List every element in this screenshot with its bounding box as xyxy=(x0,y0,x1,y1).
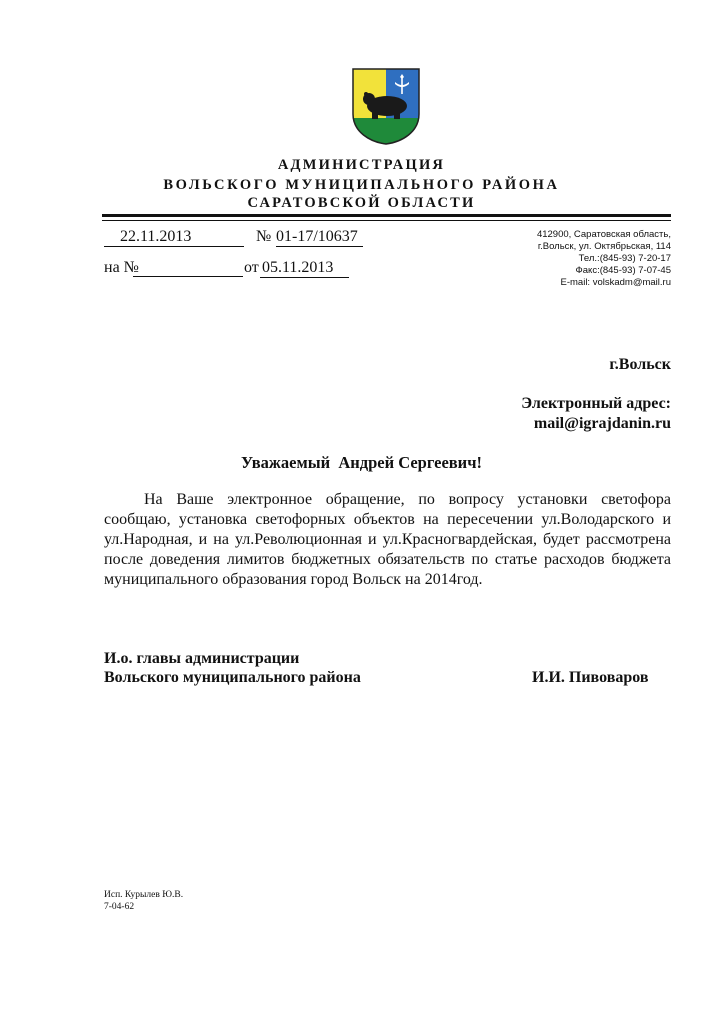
executor-name: Исп. Курылев Ю.В. xyxy=(104,890,184,900)
header-rule-thick xyxy=(102,214,671,217)
recipient-email-label: Электронный адрес: xyxy=(521,395,671,412)
contact-block xyxy=(451,229,671,288)
reference-number-label: на № xyxy=(104,259,139,276)
header-rule-thin xyxy=(102,220,671,221)
recipient-city: г.Вольск xyxy=(609,356,671,373)
signatory-name: И.И. Пивоваров xyxy=(532,669,649,686)
signatory-title-line1: И.о. главы администрации xyxy=(104,650,300,667)
org-title-line2: ВОЛЬСКОГО МУНИЦИПАЛЬНОГО РАЙОНА xyxy=(163,177,560,193)
org-title-line1: АДМИНИСТРАЦИЯ xyxy=(277,157,446,173)
letter-body: На Ваше электронное обращение, по вопросу установки светофора сообщаю, установка светофорных объектов на пересечении ул.Володарского и ул.Народная, и на ул.Революционная и ул.Красногвардейская, будет рассмотрена после доведения лимитов бюджетных обязательств по статье расходов бюджета муниципального образования город Вольск на 2014год. xyxy=(104,491,671,588)
outgoing-number-symbol: № xyxy=(256,228,272,245)
recipient-email: mail@igrajdanin.ru xyxy=(533,415,671,432)
coat-of-arms-emblem xyxy=(350,66,422,146)
greeting: Уважаемый Андрей Сергеевич! xyxy=(241,453,482,472)
executor-phone: 7-04-62 xyxy=(104,902,135,912)
reference-from-label: от xyxy=(244,259,259,276)
outgoing-date: 22.11.2013 xyxy=(104,228,244,247)
signatory-title-line2: Вольского муниципального района xyxy=(104,669,361,686)
contact-address: 412900, Саратовская область, xyxy=(536,229,671,240)
reference-number-blank xyxy=(133,259,243,277)
org-title-line3: САРАТОВСКОЙ ОБЛАСТИ xyxy=(247,195,476,211)
contact-email: E-mail: volskadm@mail.ru xyxy=(560,277,671,288)
contact-street: г.Вольск, ул. Октябрьская, 114 xyxy=(537,241,671,252)
reference-date: 05.11.2013 xyxy=(260,259,349,278)
contact-phone: Тел.:(845-93) 7-20-17 xyxy=(578,253,671,264)
contact-fax: Факс:(845-93) 7-07-45 xyxy=(575,265,671,276)
outgoing-number: 01-17/10637 xyxy=(276,228,363,247)
